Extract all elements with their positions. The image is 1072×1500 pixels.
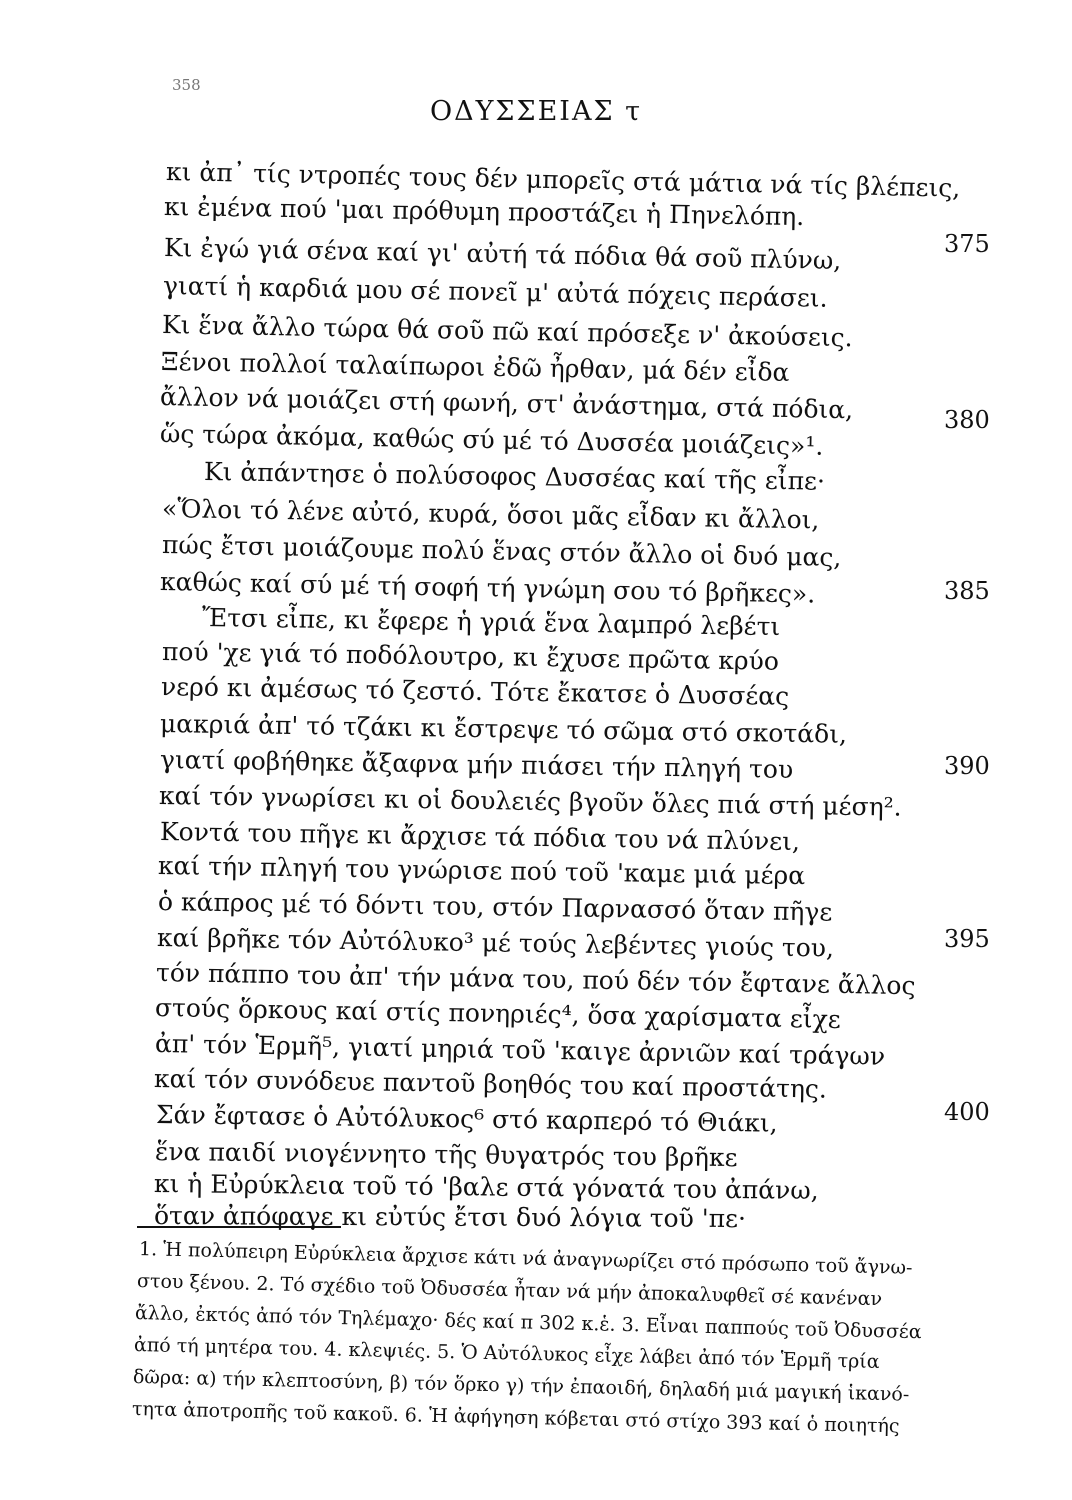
verse-line: μακριά ἀπ' τό τζάκι κι ἔστρεψε τό σῶμα στό σκοτάδι,: [159, 709, 848, 749]
verse-line: κι ἀπ᾿ τίς ντροπές τους δέν μπορεῖς στά μάτια νά τίς βλέπεις,: [165, 157, 961, 203]
verse-line: τόν πάππο του ἀπ' τήν μάνα του, πού δέν τόν ἔφτανε ἄλλος: [155, 958, 916, 1001]
verse-line: Κι ἀπάντησε ὁ πολύσοφος Δυσσέας καί τῆς εἶπε·: [203, 457, 826, 496]
verse-line: Σάν ἔφτασε ὁ Αὐτόλυκος⁶ στό καρπερό τό Θιάκι,: [155, 1100, 778, 1138]
verse-line: καί βρῆκε τόν Αὐτόλυκο³ μέ τούς λεβέντες γιούς του,: [156, 923, 835, 963]
verse-line: Κι ἐγώ γιά σένα καί γι' αὐτή τά πόδια θά σοῦ πλύνω,: [163, 233, 842, 276]
verse-line: ὥς τώρα ἀκόμα, καθώς σύ μέ τό Δυσσέα μοιάζεις»¹.: [159, 419, 824, 461]
footnote-line: ἄλλο, ἐκτός ἀπό τόν Τηλέμαχο· δές καί π 302 κ.ἑ. 3. Εἶναι παππούς τοῦ Ὀδυσσέα: [134, 1302, 922, 1344]
verse-line: πώς ἔτσι μοιάζουμε πολύ ἕνας στόν ἄλλο οἱ δυό μας,: [161, 530, 842, 573]
verse-line: κι ἐμένα πού 'μαι πρόθυμη προστάζει ἡ Πηνελόπη.: [163, 192, 805, 232]
footnote-line: τητα ἀποτροπῆς τοῦ κακοῦ. 6. Ἡ ἀφήγηση κόβεται στό στίχο 393 καί ὁ ποιητής: [131, 1398, 900, 1438]
verse-line: γιατί ἡ καρδιά μου σέ πονεῖ μ' αὐτά πόχεις περάσει.: [162, 271, 828, 313]
footnote-divider: [137, 1226, 341, 1228]
footnote-line: δῶρα: α) τήν κλεπτοσύνη, β) τόν ὅρκο γ) τήν ἐπαοιδή, δηλαδή μιά μαγική ἱκανό-: [132, 1366, 910, 1406]
verse-line: κι ἡ Εὐρύκλεια τοῦ τό 'βαλε στά γόνατά του ἀπάνω,: [153, 1169, 819, 1205]
line-number: 400: [944, 1098, 990, 1126]
page-number: 358: [172, 76, 201, 94]
footnote-line: ἀπό τή μητέρα του. 4. κλεψιές. 5. Ὁ Αὐτόλυκος εἶχε λάβει ἀπό τόν Ἑρμῆ τρία: [133, 1334, 880, 1373]
verse-line: Ἔτσι εἶπε, κι ἔφερε ἡ γριά ἕνα λαμπρό λεβέτι: [201, 603, 781, 642]
verse-line: Ξένοι πολλοί ταλαίπωροι ἐδῶ ἦρθαν, μά δέν εἶδα: [160, 347, 790, 387]
verse-line: νερό κι ἀμέσως τό ζεστό. Τότε ἔκατσε ὁ Δυσσέας: [160, 672, 790, 711]
verse-line: ἕνα παιδί νιογέννητο τῆς θυγατρός του βρῆκε: [154, 1137, 738, 1173]
verse-line: ἀπ' τόν Ἑρμῆ⁵, γιατί μηριά τοῦ 'καιγε ἀρνιῶν καί τράγων: [154, 1029, 886, 1071]
footnote-line: 1. Ἡ πολύπειρη Εὐρύκλεια ἄρχισε κάτι νά ἀναγνωρίζει στό πρόσωπο τοῦ ἄγνω-: [138, 1238, 913, 1279]
verse-line: γιατί φοβήθηκε ἄξαφνα μήν πιάσει τήν πληγή του: [159, 745, 794, 784]
verse-line: καί τόν συνόδευε παντοῦ βοηθός του καί προστάτης.: [153, 1064, 828, 1104]
verse-line: πού 'χε γιά τό ποδόλουτρο, κι ἔχυσε πρῶτα κρύο: [161, 637, 780, 676]
verse-line: «Ὅλοι τό λένε αὐτό, κυρά, ὅσοι μᾶς εἶδαν κι ἄλλοι,: [161, 494, 820, 535]
verse-line: ἄλλον νά μοιάζει στή φωνή, στ' ἀνάστημα, στά πόδια,: [159, 382, 854, 425]
verse-line: καθώς καί σύ μέ τή σοφή τή γνώμη σου τό βρῆκες».: [159, 567, 816, 609]
line-number: 385: [944, 577, 990, 605]
line-number: 375: [944, 230, 990, 258]
running-head: ΟΔΥΣΣΕΙΑΣ τ: [429, 96, 643, 127]
verse-line: στούς ὅρκους καί στίς πονηριές⁴, ὅσα χαρίσματα εἶχε: [154, 993, 841, 1034]
verse-line: καί τήν πληγή του γνώρισε πού τοῦ 'καμε μιά μέρα: [157, 851, 806, 891]
verse-line: ὅταν ἀπόφαγε κι εὐτύς ἔτσι δυό λόγια τοῦ 'πε·: [153, 1201, 747, 1234]
verse-line: καί τόν γνωρίσει κι οἱ δουλειές βγοῦν ὅλες πιά στή μέση².: [158, 781, 902, 822]
verse-line: Κι ἕνα ἄλλο τώρα θά σοῦ πῶ καί πρόσεξε ν' ἀκούσεις.: [161, 310, 853, 353]
footnote-line: στου ξένου. 2. Τό σχέδιο τοῦ Ὀδυσσέα ἦταν νά μήν ἀποκαλυφθεῖ σέ κανέναν: [136, 1270, 883, 1311]
line-number: 395: [944, 925, 990, 953]
line-number: 390: [944, 752, 990, 780]
line-number: 380: [944, 406, 990, 434]
verse-line: ὁ κάπρος μέ τό δόντι του, στόν Παρνασσό ὅταν πῆγε: [157, 887, 833, 927]
verse-line: Κοντά του πῆγε κι ἄρχισε τά πόδια του νά πλύνει,: [159, 817, 801, 857]
